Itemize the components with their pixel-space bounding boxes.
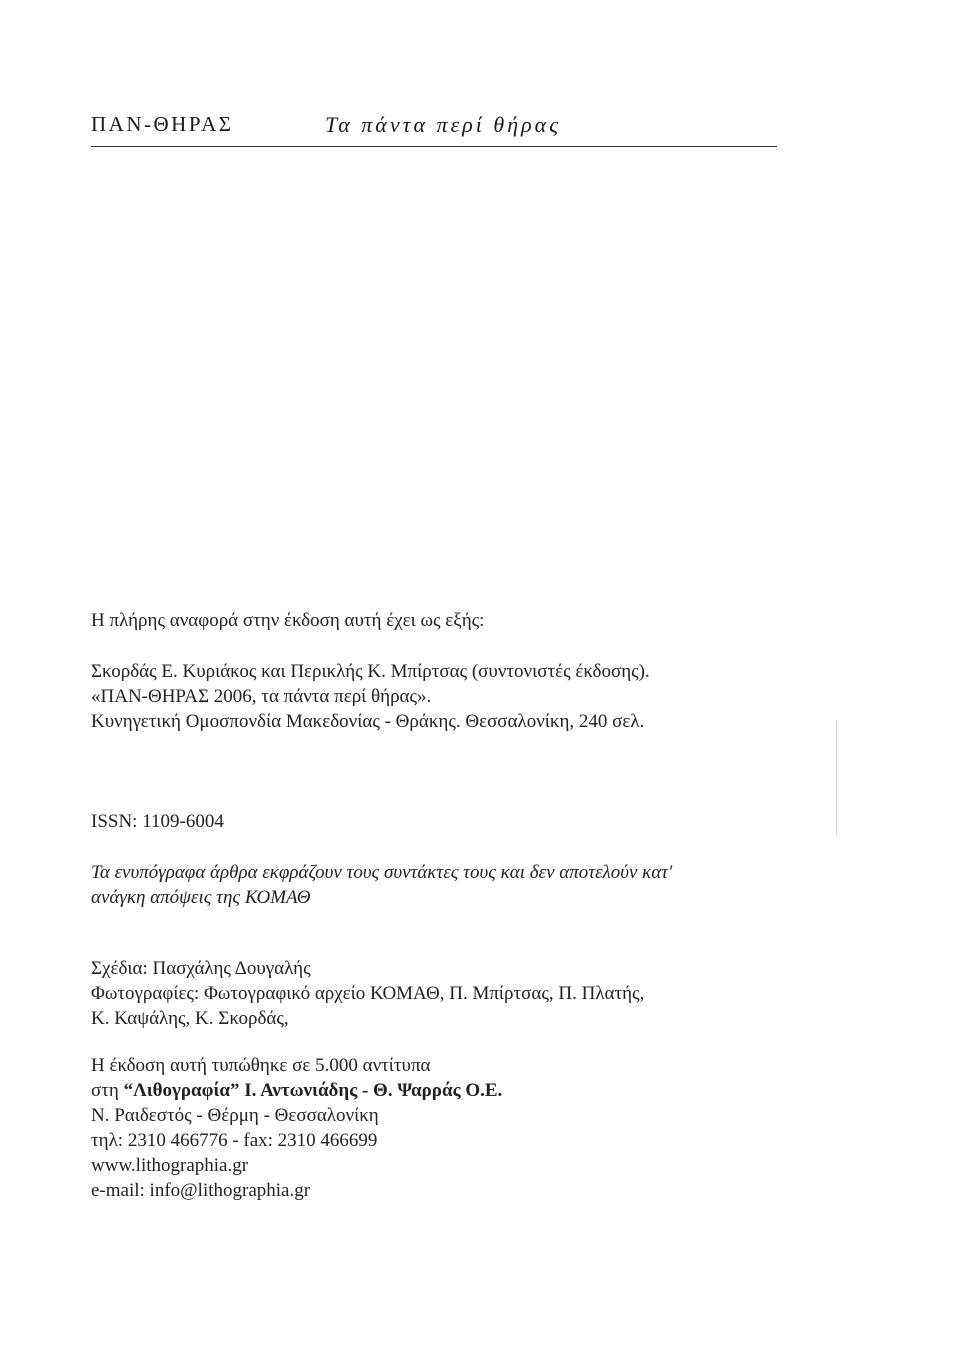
- issn-number: ISSN: 1109-6004: [91, 811, 224, 832]
- header-subtitle: Τα πάντα περί θήρας: [325, 112, 562, 137]
- printer-prefix: στη: [91, 1080, 124, 1101]
- header-rule: [91, 146, 777, 147]
- citation-line-3: Κυνηγετική Ομοσπονδία Μακεδονίας - Θράκης. Θεσσαλονίκη, 240 σελ.: [91, 711, 645, 732]
- printer-email: e-mail: info@lithographia.gr: [91, 1180, 311, 1201]
- disclaimer-line-2: ανάγκη απόψεις της ΚΟΜΑΘ: [91, 887, 311, 908]
- page-header: [91, 112, 777, 148]
- scan-artifact-line: [836, 720, 837, 835]
- citation-line-1: Σκορδάς Ε. Κυριάκος και Περικλής Κ. Μπίρτσας (συντονιστές έκδοσης).: [91, 661, 650, 682]
- credits-photos-cont: Κ. Καψάλης, Κ. Σκορδάς,: [91, 1008, 289, 1029]
- citation-block: [91, 659, 851, 734]
- printer-name-line: [91, 1078, 851, 1103]
- header-title: ΠΑΝ-ΘΗΡΑΣ: [91, 112, 234, 136]
- disclaimer-block: [91, 860, 851, 910]
- printing-block: [91, 1053, 851, 1203]
- printer-phone: τηλ: 2310 466776 - fax: 2310 466699: [91, 1130, 378, 1151]
- reference-intro: Η πλήρης αναφορά στην έκδοση αυτή έχει ως εξής:: [91, 610, 485, 631]
- printer-address: Ν. Ραιδεστός - Θέρμη - Θεσσαλονίκη: [91, 1105, 379, 1126]
- credits-photos: Φωτογραφίες: Φωτογραφικό αρχείο ΚΟΜΑΘ, Π. Μπίρτσας, Π. Πλατής,: [91, 983, 645, 1004]
- citation-line-2: «ΠΑΝ-ΘΗΡΑΣ 2006, τα πάντα περί θήρας».: [91, 686, 432, 707]
- printer-website: www.lithographia.gr: [91, 1155, 249, 1176]
- printer-name: “Λιθογραφία” Ι. Αντωνιάδης - Θ. Ψαρράς Ο.Ε.: [123, 1080, 503, 1101]
- credits-drawings: Σχέδια: Πασχάλης Δουγαλής: [91, 958, 311, 979]
- credits-block: [91, 956, 851, 1031]
- issn-block: [91, 809, 851, 834]
- print-run: Η έκδοση αυτή τυπώθηκε σε 5.000 αντίτυπα: [91, 1055, 431, 1076]
- reference-intro-block: [91, 608, 851, 633]
- disclaimer-line-1: Τα ενυπόγραφα άρθρα εκφράζουν τους συντάκτες τους και δεν αποτελούν κατ': [91, 862, 673, 883]
